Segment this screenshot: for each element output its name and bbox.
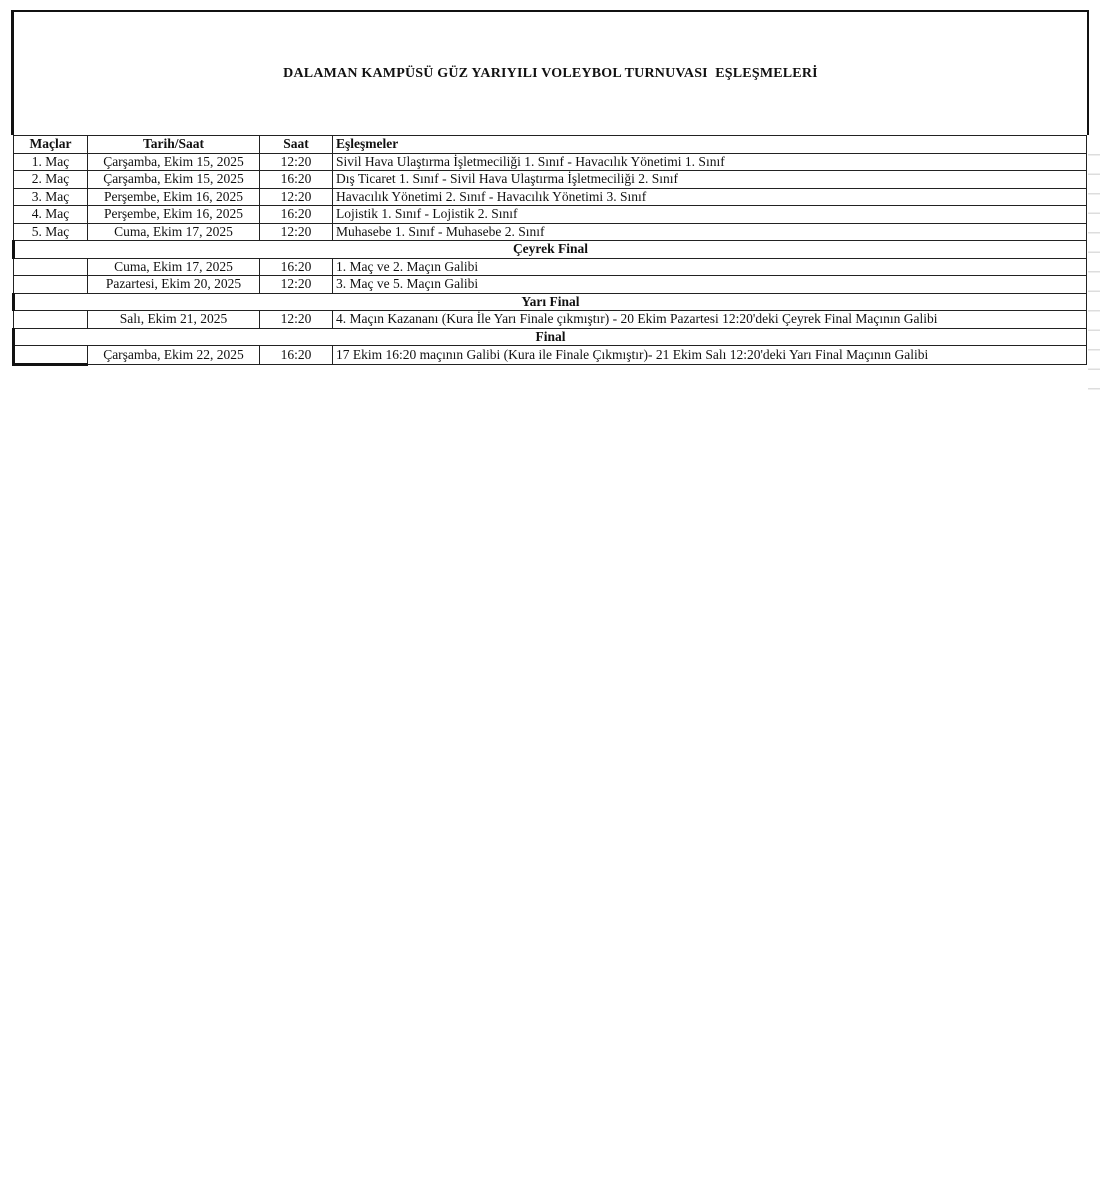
section-row-semi-final (14, 293, 1087, 311)
section-row-quarter-final (14, 241, 1087, 259)
match-time: 12:20 (260, 188, 333, 206)
match-no (14, 258, 88, 276)
match-date: Perşembe, Ekim 16, 2025 (88, 188, 260, 206)
match-date: Salı, Ekim 21, 2025 (88, 311, 260, 329)
match-time: 16:20 (260, 258, 333, 276)
match-pairing: Dış Ticaret 1. Sınıf - Sivil Hava Ulaştırma İşletmeciliği 2. Sınıf (333, 171, 1087, 189)
section-label: Çeyrek Final (14, 241, 1087, 259)
match-date: Cuma, Ekim 17, 2025 (88, 223, 260, 241)
match-no: 2. Maç (14, 171, 88, 189)
table-row (14, 276, 1087, 294)
match-no: 1. Maç (14, 153, 88, 171)
match-time: 16:20 (260, 171, 333, 189)
table-row (14, 346, 1087, 365)
table-row (14, 206, 1087, 224)
match-pairing: Lojistik 1. Sınıf - Lojistik 2. Sınıf (333, 206, 1087, 224)
match-date: Perşembe, Ekim 16, 2025 (88, 206, 260, 224)
header-row (14, 136, 1087, 154)
match-pairing: Muhasebe 1. Sınıf - Muhasebe 2. Sınıf (333, 223, 1087, 241)
match-no: 4. Maç (14, 206, 88, 224)
section-label: Final (14, 328, 1087, 346)
table-row (14, 223, 1087, 241)
match-date: Çarşamba, Ekim 15, 2025 (88, 153, 260, 171)
match-date: Çarşamba, Ekim 15, 2025 (88, 171, 260, 189)
match-time: 16:20 (260, 206, 333, 224)
match-pairing: Havacılık Yönetimi 2. Sınıf - Havacılık Yönetimi 3. Sınıf (333, 188, 1087, 206)
match-no (14, 276, 88, 294)
match-time: 12:20 (260, 276, 333, 294)
match-pairing: 4. Maçın Kazananı (Kura İle Yarı Finale çıkmıştır) - 20 Ekim Pazartesi 12:20'deki Çeyrek Final Maçının Galibi (333, 311, 1087, 329)
match-no (14, 311, 88, 329)
matches-table (12, 135, 1087, 366)
match-pairing: Sivil Hava Ulaştırma İşletmeciliği 1. Sınıf - Havacılık Yönetimi 1. Sınıf (333, 153, 1087, 171)
header-saat: Saat (260, 136, 333, 154)
header-tarih: Tarih/Saat (88, 136, 260, 154)
match-date: Cuma, Ekim 17, 2025 (88, 258, 260, 276)
section-label: Yarı Final (14, 293, 1087, 311)
match-no: 3. Maç (14, 188, 88, 206)
header-eslesmeler: Eşleşmeler (333, 136, 1087, 154)
match-pairing: 1. Maç ve 2. Maçın Galibi (333, 258, 1087, 276)
match-no: 5. Maç (14, 223, 88, 241)
table-row (14, 188, 1087, 206)
match-time: 12:20 (260, 153, 333, 171)
match-pairing: 17 Ekim 16:20 maçının Galibi (Kura ile Finale Çıkmıştır)- 21 Ekim Salı 12:20'deki Yarı Final Maçının Galibi (333, 346, 1087, 365)
table-row (14, 311, 1087, 329)
table-row (14, 153, 1087, 171)
sheet-gridlines (1088, 136, 1100, 390)
section-row-final (14, 328, 1087, 346)
match-no (14, 346, 88, 365)
table-row (14, 258, 1087, 276)
match-date: Pazartesi, Ekim 20, 2025 (88, 276, 260, 294)
match-time: 12:20 (260, 223, 333, 241)
document-title: DALAMAN KAMPÜSÜ GÜZ YARIYILI VOLEYBOL TURNUVASI EŞLEŞMELERİ (283, 65, 818, 81)
table-row (14, 171, 1087, 189)
title-box (11, 10, 1089, 135)
match-date: Çarşamba, Ekim 22, 2025 (88, 346, 260, 365)
match-pairing: 3. Maç ve 5. Maçın Galibi (333, 276, 1087, 294)
match-time: 12:20 (260, 311, 333, 329)
header-maclar: Maçlar (14, 136, 88, 154)
match-time: 16:20 (260, 346, 333, 365)
